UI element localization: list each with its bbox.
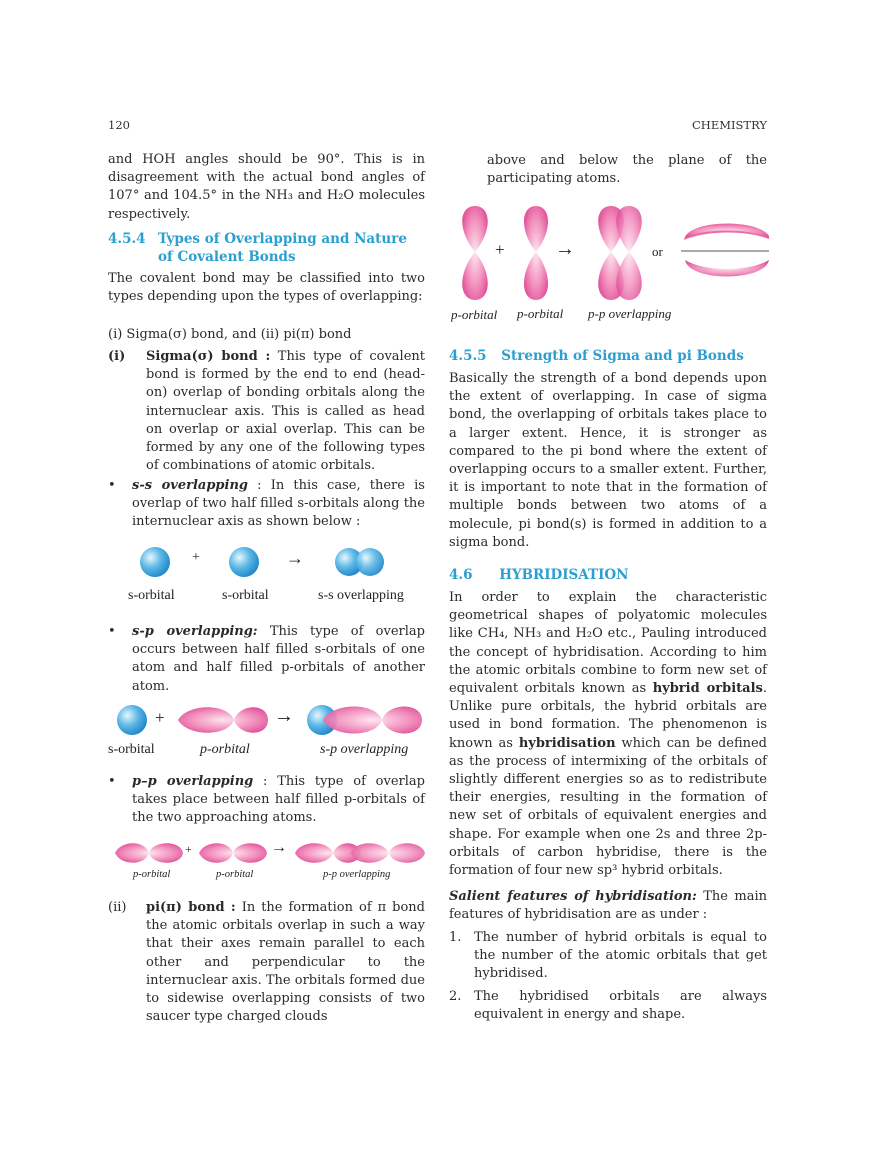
pp-text: : This type of overlap takes place between half filled p-orbitals of the two approaching atoms.: [132, 774, 425, 826]
figure-label: p-orbital: [200, 742, 250, 757]
bond-types-line: (i) Sigma(σ) bond, and (ii) pi(π) bond: [108, 327, 352, 342]
feature-item: [449, 988, 767, 1024]
s-orbital-sphere: [117, 705, 147, 735]
section-title: HYBRIDISATION: [499, 567, 629, 583]
pi-text: In the formation of π bond the atomic orbitals overlap in such a way that their axes remain parallel to each other and perpendicular to the internuclear axis. The orbitals formed due to sidewise overlapping consists of two saucer type charged clouds: [146, 900, 425, 1025]
item-text: The hybridised orbitals are always equivalent in energy and shape.: [474, 989, 767, 1023]
pp-overlap-figure: [113, 838, 428, 884]
figure-label: p-p overlapping: [588, 306, 672, 321]
section-heading-4-5-5: [449, 347, 769, 365]
or-label: or: [652, 244, 663, 259]
pp-bullet: [108, 773, 425, 828]
arrow-icon: →: [555, 238, 575, 260]
pp-term: p–p overlapping: [132, 774, 254, 789]
p-orbital-lobes: [351, 843, 425, 863]
sp-term: s-p overlapping:: [132, 624, 258, 639]
salient-text: The main features of hybridisation are as under :: [449, 889, 767, 923]
arrow-icon: →: [271, 839, 287, 856]
running-header: CHEMISTRY: [692, 118, 767, 132]
p-orbital-lobes: [199, 843, 267, 863]
s-orbital-sphere: [356, 548, 384, 576]
term-hybridisation: hybridisation: [518, 735, 616, 751]
plus-sign: +: [185, 842, 192, 856]
arrow-icon: →: [274, 705, 294, 727]
section-title: Types of Overlapping and Nature of Covalent Bonds: [158, 231, 407, 265]
figure-label: s-p overlapping: [320, 742, 409, 757]
p-orbital-overlap: [598, 206, 642, 300]
sigma-term: Sigma(σ) bond :: [146, 349, 271, 364]
plus-sign: +: [155, 708, 165, 727]
item-text: The number of hybrid orbitals is equal to the number of the atomic orbitals that get hybridised.: [474, 930, 767, 982]
strength-paragraph: Basically the strength of a bond depends upon the extent of overlapping. In case of sigma bond, the overlapping of orbitals takes place to a larger extent. Hence, it is stronger as compared to the pi bond where the extent of overlapping occurs to a smaller extent. Further, it is important to note that in the formation of multiple bonds between two atoms of a molecule, pi bond(s) is formed in addition to a sigma bond.: [449, 371, 767, 550]
p-orbital-vertical: [524, 206, 548, 300]
figure-label: p-orbital: [133, 869, 171, 880]
feature-item: [449, 929, 767, 984]
p-orbital-lobes: [115, 843, 183, 863]
p-orbital-lobes: [323, 707, 422, 734]
figure-label: s-orbital: [222, 588, 269, 603]
section-number: 4.6: [449, 567, 473, 583]
page-number: 120: [108, 118, 130, 132]
figure-label: p-orbital: [451, 307, 498, 322]
classify-paragraph: The covalent bond may be classified into two types depending upon the types of overlapping:: [108, 271, 425, 305]
arrow-icon: →: [286, 548, 304, 568]
section-heading-4-6: [449, 566, 769, 584]
plus-sign: +: [495, 240, 505, 259]
salient-term: Salient features of hybridisation:: [449, 889, 697, 904]
pi-term: pi(π) bond :: [146, 900, 236, 915]
text-segment: In order to explain the characteristic geometrical shapes of polyatomic molecules like CH₄, NH₃ and H₂O etc., Pauling introduced the concept of hybridisation. According to him the atomic orbitals combine to form new set of equivalent orbitals known as: [449, 590, 767, 697]
p-orbital-lobes: [178, 707, 268, 733]
figure-label: p-p overlapping: [323, 869, 391, 880]
pi-bond-clouds: [681, 224, 769, 277]
sigma-item: [108, 348, 425, 475]
sigma-text: This type of covalent bond is formed by the end to end (head-on) overlap of bonding orbitals along the internuclear axis. This is called as head on overlap or axial overlap. This can be formed by any one of the following types of combinations of atomic orbitals.: [146, 349, 425, 474]
section-number: 4.5.5: [449, 348, 487, 364]
hybridisation-paragraph: [449, 589, 767, 880]
item-number: 2.: [449, 989, 462, 1004]
bullet-icon: •: [108, 774, 116, 789]
s-orbital-sphere: [229, 547, 259, 577]
plus-sign: +: [192, 550, 200, 565]
s-orbital-sphere: [140, 547, 170, 577]
term-hybrid-orbitals: hybrid orbitals: [652, 681, 763, 697]
ss-bullet: [108, 477, 425, 532]
p-orbital-vertical: [462, 206, 488, 300]
text-segment: which can be defined as the process of intermixing of the orbitals of slightly different energies so as to redistribute their energies, resulting in the formation of new set of orbitals of equivalent energies and shape. For example when one 2s and three 2p-orbitals of carbon hybridise, there is the formation of four new sp³ hybrid orbitals.: [449, 735, 767, 879]
ss-overlap-figure: [108, 540, 425, 610]
figure-label: p-orbital: [216, 869, 254, 880]
section-heading-4-5-4: [108, 230, 425, 266]
ss-text: : In this case, there is overlap of two half filled s-orbitals along the internuclear axis as shown below :: [132, 478, 425, 530]
figure-label: p-orbital: [517, 306, 564, 321]
section-title: Strength of Sigma and pi Bonds: [501, 348, 744, 364]
item-marker: (ii): [108, 900, 127, 915]
item-number: 1.: [449, 930, 462, 945]
bullet-icon: •: [108, 624, 116, 639]
salient-features-intro: [449, 888, 767, 924]
pi-bond-figure: [449, 200, 769, 330]
sp-text: This type of overlap occurs between half filled s-orbitals of one atom and half filled p-orbitals of another atom.: [132, 624, 425, 694]
text-segment: . Unlike pure orbitals, the hybrid orbitals are used in bond formation. The phenomenon is known as: [449, 681, 767, 751]
bullet-icon: •: [108, 478, 116, 493]
figure-label: s-orbital: [108, 742, 155, 757]
item-marker: (i): [108, 349, 126, 364]
sp-bullet: [108, 623, 425, 696]
pi-item: [108, 899, 425, 1026]
figure-label: s-s overlapping: [318, 588, 404, 603]
section-number: 4.5.4: [108, 231, 146, 247]
sp-overlap-figure: [108, 700, 425, 762]
ss-term: s-s overlapping: [132, 478, 248, 493]
figure-label: s-orbital: [128, 588, 175, 603]
continuation-paragraph: above and below the plane of the participating atoms.: [487, 153, 767, 187]
intro-paragraph: and HOH angles should be 90°. This is in disagreement with the actual bond angles of 107° and 104.5° in the NH₃ and H₂O molecules respectively.: [108, 152, 425, 222]
